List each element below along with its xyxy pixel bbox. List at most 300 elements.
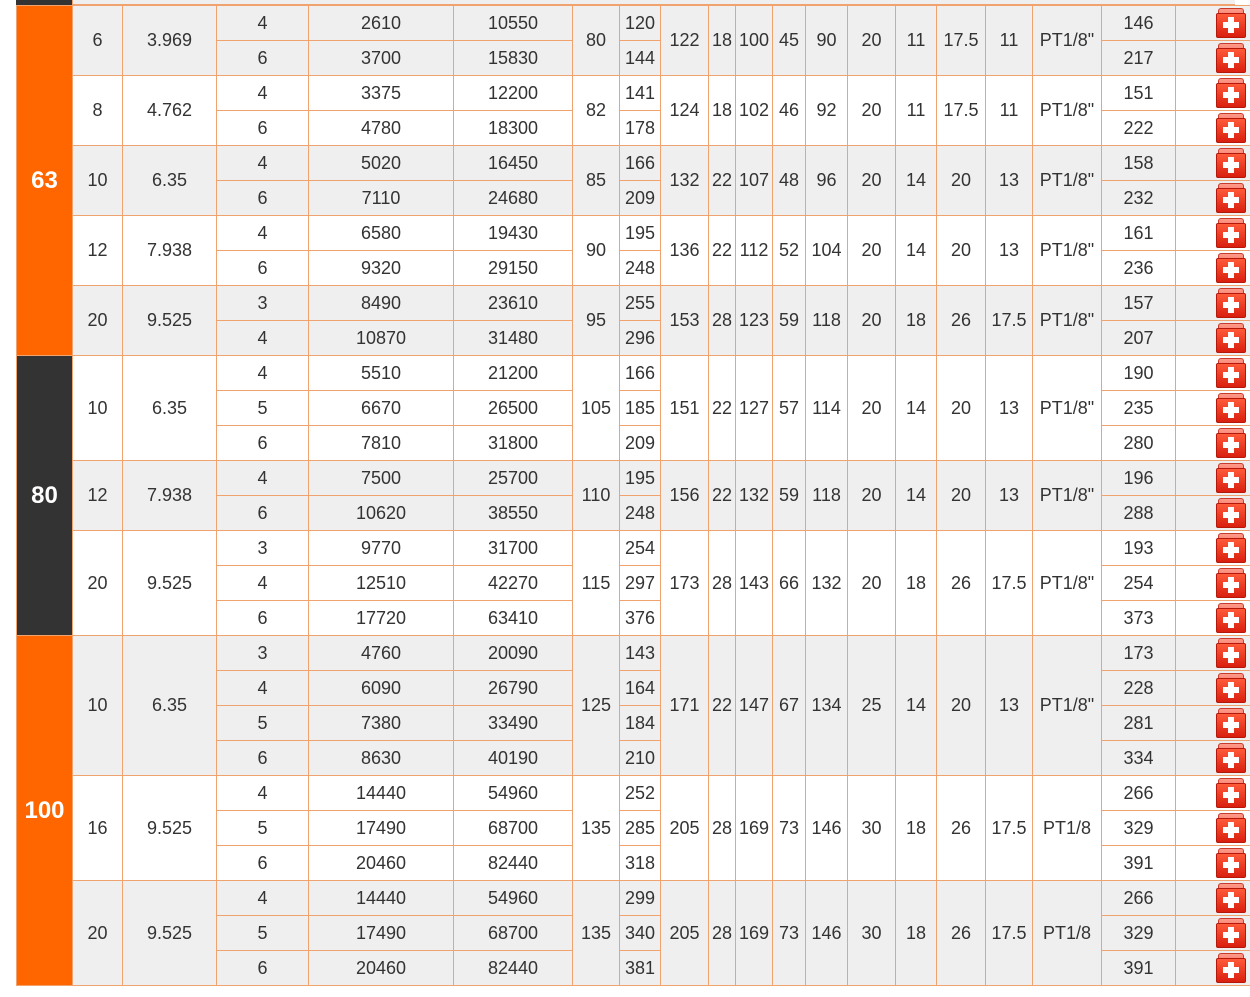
table-row — [17, 76, 1250, 111]
dynamic-load-cell: 17490 — [309, 916, 454, 951]
plus-icon-horizontal — [1223, 897, 1239, 903]
nut-length-cell: 166 — [620, 356, 661, 391]
cart-cell — [1176, 216, 1250, 251]
nut-diameter-cell: 110 — [573, 461, 620, 531]
turns-cell: 4 — [217, 6, 309, 41]
static-load-cell: 19430 — [454, 216, 573, 251]
static-load-cell: 26500 — [454, 391, 573, 426]
nut-length-cell: 318 — [620, 846, 661, 881]
plus-icon-horizontal — [1223, 617, 1239, 623]
oil-hole-cell: PT1/8" — [1033, 636, 1102, 776]
table-row — [17, 881, 1250, 916]
stiffness-cell: 173 — [1102, 636, 1176, 671]
nut-diameter-cell: 135 — [573, 881, 620, 986]
plus-icon-horizontal — [1223, 337, 1239, 343]
nut-length-cell: 185 — [620, 391, 661, 426]
dimension-cell: 11 — [896, 76, 937, 146]
dimension-cell: 20 — [937, 636, 986, 776]
turns-cell: 6 — [217, 741, 309, 776]
turns-cell: 5 — [217, 916, 309, 951]
lead-cell: 10 — [73, 636, 123, 776]
size-cell: 80 — [17, 356, 73, 636]
dimension-cell: 153 — [661, 286, 709, 356]
turns-cell: 6 — [217, 426, 309, 461]
turns-cell: 6 — [217, 181, 309, 216]
dynamic-load-cell: 12510 — [309, 566, 454, 601]
stiffness-cell: 217 — [1102, 41, 1176, 76]
dynamic-load-cell: 6580 — [309, 216, 454, 251]
turns-cell: 4 — [217, 671, 309, 706]
dimension-cell: 156 — [661, 461, 709, 531]
dimension-cell: 26 — [937, 286, 986, 356]
cart-cell — [1176, 111, 1250, 146]
nut-diameter-cell: 105 — [573, 356, 620, 461]
cart-cell — [1176, 741, 1250, 776]
plus-icon-horizontal — [1223, 827, 1239, 833]
turns-cell: 4 — [217, 216, 309, 251]
cart-cell — [1176, 391, 1250, 426]
nut-length-cell: 252 — [620, 776, 661, 811]
dimension-cell: 26 — [937, 531, 986, 636]
lead-cell: 6 — [73, 6, 123, 76]
add-to-cart-icon[interactable] — [1216, 778, 1246, 808]
dimension-cell: 134 — [806, 636, 848, 776]
dimension-cell: 14 — [896, 461, 937, 531]
dimension-cell: 20 — [848, 286, 896, 356]
stiffness-cell: 190 — [1102, 356, 1176, 391]
dimension-cell: 28 — [709, 286, 736, 356]
oil-hole-cell: PT1/8" — [1033, 6, 1102, 76]
static-load-cell: 15830 — [454, 41, 573, 76]
turns-cell: 5 — [217, 811, 309, 846]
nut-length-cell: 184 — [620, 706, 661, 741]
dimension-cell: 20 — [848, 216, 896, 286]
dimension-cell: 17.5 — [986, 881, 1033, 986]
stiffness-cell: 391 — [1102, 846, 1176, 881]
dimension-cell: 146 — [806, 776, 848, 881]
plus-icon-horizontal — [1223, 232, 1239, 238]
static-load-cell: 23610 — [454, 286, 573, 321]
table-row — [17, 6, 1250, 41]
dimension-cell: 104 — [806, 216, 848, 286]
nut-length-cell: 340 — [620, 916, 661, 951]
add-to-cart-icon[interactable] — [1216, 358, 1246, 388]
add-to-cart-icon[interactable] — [1216, 638, 1246, 668]
dynamic-load-cell: 17720 — [309, 601, 454, 636]
oil-hole-cell: PT1/8" — [1033, 531, 1102, 636]
static-load-cell: 54960 — [454, 881, 573, 916]
add-to-cart-icon[interactable] — [1216, 673, 1246, 703]
nut-diameter-cell: 85 — [573, 146, 620, 216]
dimension-cell: 18 — [896, 286, 937, 356]
nut-length-cell: 381 — [620, 951, 661, 986]
cart-cell — [1176, 636, 1250, 671]
table-row — [17, 216, 1250, 251]
dynamic-load-cell: 20460 — [309, 846, 454, 881]
cart-cell — [1176, 811, 1250, 846]
turns-cell: 4 — [217, 461, 309, 496]
static-load-cell: 24680 — [454, 181, 573, 216]
stiffness-cell: 288 — [1102, 496, 1176, 531]
cart-cell — [1176, 776, 1250, 811]
static-load-cell: 68700 — [454, 811, 573, 846]
add-to-cart-icon[interactable] — [1216, 218, 1246, 248]
dimension-cell: 20 — [937, 461, 986, 531]
dimension-cell: 45 — [773, 6, 806, 76]
nut-diameter-cell: 115 — [573, 531, 620, 636]
dimension-cell: 17.5 — [937, 6, 986, 76]
dimension-cell: 112 — [736, 216, 773, 286]
dimension-cell: 171 — [661, 636, 709, 776]
static-load-cell: 26790 — [454, 671, 573, 706]
cart-cell — [1176, 671, 1250, 706]
spec-table-body — [17, 6, 1250, 986]
dimension-cell: 124 — [661, 76, 709, 146]
static-load-cell: 18300 — [454, 111, 573, 146]
dimension-cell: 173 — [661, 531, 709, 636]
add-to-cart-icon[interactable] — [1216, 323, 1246, 353]
dimension-cell: 107 — [736, 146, 773, 216]
oil-hole-cell: PT1/8" — [1033, 286, 1102, 356]
dimension-cell: 20 — [848, 356, 896, 461]
cart-cell — [1176, 496, 1250, 531]
dimension-cell: 20 — [848, 6, 896, 76]
dimension-cell: 28 — [709, 776, 736, 881]
dimension-cell: 136 — [661, 216, 709, 286]
dimension-cell: 151 — [661, 356, 709, 461]
stiffness-cell: 146 — [1102, 6, 1176, 41]
plus-icon-horizontal — [1223, 197, 1239, 203]
add-to-cart-icon[interactable] — [1216, 183, 1246, 213]
nut-length-cell: 141 — [620, 76, 661, 111]
dimension-cell: 18 — [896, 881, 937, 986]
add-to-cart-icon[interactable] — [1216, 8, 1246, 38]
turns-cell: 3 — [217, 286, 309, 321]
plus-icon-horizontal — [1223, 22, 1239, 28]
dynamic-load-cell: 5020 — [309, 146, 454, 181]
dimension-cell: 205 — [661, 776, 709, 881]
dimension-cell: 22 — [709, 216, 736, 286]
dimension-cell: 147 — [736, 636, 773, 776]
static-load-cell: 68700 — [454, 916, 573, 951]
ball-diameter-cell: 9.525 — [123, 881, 217, 986]
add-to-cart-icon[interactable] — [1216, 463, 1246, 493]
dimension-cell: 18 — [709, 76, 736, 146]
oil-hole-cell: PT1/8" — [1033, 146, 1102, 216]
dynamic-load-cell: 8630 — [309, 741, 454, 776]
cart-cell — [1176, 6, 1250, 41]
static-load-cell: 31480 — [454, 321, 573, 356]
add-to-cart-icon[interactable] — [1216, 953, 1246, 983]
static-load-cell: 29150 — [454, 251, 573, 286]
size-cell: 63 — [17, 6, 73, 356]
add-to-cart-icon[interactable] — [1216, 253, 1246, 283]
nut-length-cell: 178 — [620, 111, 661, 146]
add-to-cart-icon[interactable] — [1216, 428, 1246, 458]
dimension-cell: 14 — [896, 146, 937, 216]
cart-cell — [1176, 846, 1250, 881]
dynamic-load-cell: 4780 — [309, 111, 454, 146]
dimension-cell: 143 — [736, 531, 773, 636]
lead-cell: 20 — [73, 881, 123, 986]
static-load-cell: 25700 — [454, 461, 573, 496]
turns-cell: 4 — [217, 76, 309, 111]
stiffness-cell: 193 — [1102, 531, 1176, 566]
stiffness-cell: 329 — [1102, 916, 1176, 951]
dimension-cell: 57 — [773, 356, 806, 461]
plus-icon-horizontal — [1223, 302, 1239, 308]
dimension-cell: 118 — [806, 461, 848, 531]
dynamic-load-cell: 9320 — [309, 251, 454, 286]
add-to-cart-icon[interactable] — [1216, 288, 1246, 318]
add-to-cart-icon[interactable] — [1216, 918, 1246, 948]
dynamic-load-cell: 4760 — [309, 636, 454, 671]
table-row — [17, 286, 1250, 321]
nut-diameter-cell: 95 — [573, 286, 620, 356]
cart-cell — [1176, 321, 1250, 356]
ball-screw-spec-table — [16, 5, 1250, 986]
dimension-cell: 13 — [986, 146, 1033, 216]
stiffness-cell: 334 — [1102, 741, 1176, 776]
dimension-cell: 28 — [709, 531, 736, 636]
stiffness-cell: 373 — [1102, 601, 1176, 636]
static-load-cell: 63410 — [454, 601, 573, 636]
plus-icon-horizontal — [1223, 57, 1239, 63]
dynamic-load-cell: 8490 — [309, 286, 454, 321]
table-row — [17, 461, 1250, 496]
nut-diameter-cell: 80 — [573, 6, 620, 76]
dimension-cell: 28 — [709, 881, 736, 986]
plus-icon-horizontal — [1223, 372, 1239, 378]
add-to-cart-icon[interactable] — [1216, 603, 1246, 633]
nut-length-cell: 376 — [620, 601, 661, 636]
dimension-cell: 48 — [773, 146, 806, 216]
plus-icon-horizontal — [1223, 757, 1239, 763]
nut-length-cell: 120 — [620, 6, 661, 41]
dimension-cell: 20 — [848, 531, 896, 636]
static-load-cell: 82440 — [454, 846, 573, 881]
static-load-cell: 42270 — [454, 566, 573, 601]
dimension-cell: 20 — [937, 216, 986, 286]
dimension-cell: 132 — [736, 461, 773, 531]
add-to-cart-icon[interactable] — [1216, 113, 1246, 143]
add-to-cart-icon[interactable] — [1216, 708, 1246, 738]
dimension-cell: 96 — [806, 146, 848, 216]
turns-cell: 6 — [217, 601, 309, 636]
static-load-cell: 10550 — [454, 6, 573, 41]
turns-cell: 4 — [217, 146, 309, 181]
ball-diameter-cell: 6.35 — [123, 146, 217, 216]
size-cell: 100 — [17, 636, 73, 986]
dimension-cell: 22 — [709, 356, 736, 461]
dimension-cell: 146 — [806, 881, 848, 986]
dimension-cell: 14 — [896, 636, 937, 776]
dimension-cell: 30 — [848, 881, 896, 986]
dimension-cell: 127 — [736, 356, 773, 461]
stiffness-cell: 196 — [1102, 461, 1176, 496]
oil-hole-cell: PT1/8" — [1033, 76, 1102, 146]
static-load-cell: 31700 — [454, 531, 573, 566]
dimension-cell: 20 — [937, 356, 986, 461]
dimension-cell: 52 — [773, 216, 806, 286]
nut-length-cell: 255 — [620, 286, 661, 321]
dynamic-load-cell: 7380 — [309, 706, 454, 741]
dimension-cell: 123 — [736, 286, 773, 356]
dimension-cell: 90 — [806, 6, 848, 76]
add-to-cart-icon[interactable] — [1216, 148, 1246, 178]
add-to-cart-icon[interactable] — [1216, 568, 1246, 598]
nut-length-cell: 297 — [620, 566, 661, 601]
plus-icon-horizontal — [1223, 477, 1239, 483]
dimension-cell: 22 — [709, 461, 736, 531]
dimension-cell: 46 — [773, 76, 806, 146]
plus-icon-horizontal — [1223, 722, 1239, 728]
dynamic-load-cell: 3375 — [309, 76, 454, 111]
stiffness-cell: 236 — [1102, 251, 1176, 286]
stiffness-cell: 329 — [1102, 811, 1176, 846]
add-to-cart-icon[interactable] — [1216, 43, 1246, 73]
turns-cell: 3 — [217, 531, 309, 566]
turns-cell: 6 — [217, 251, 309, 286]
dimension-cell: 13 — [986, 636, 1033, 776]
nut-length-cell: 254 — [620, 531, 661, 566]
dynamic-load-cell: 6090 — [309, 671, 454, 706]
ball-diameter-cell: 4.762 — [123, 76, 217, 146]
plus-icon-horizontal — [1223, 792, 1239, 798]
turns-cell: 4 — [217, 881, 309, 916]
add-to-cart-icon[interactable] — [1216, 883, 1246, 913]
nut-length-cell: 195 — [620, 461, 661, 496]
nut-length-cell: 164 — [620, 671, 661, 706]
nut-length-cell: 285 — [620, 811, 661, 846]
add-to-cart-icon[interactable] — [1216, 848, 1246, 878]
ball-diameter-cell: 7.938 — [123, 461, 217, 531]
add-to-cart-icon[interactable] — [1216, 393, 1246, 423]
plus-icon-horizontal — [1223, 162, 1239, 168]
cart-cell — [1176, 951, 1250, 986]
dimension-cell: 66 — [773, 531, 806, 636]
plus-icon-horizontal — [1223, 687, 1239, 693]
dimension-cell: 132 — [661, 146, 709, 216]
dimension-cell: 100 — [736, 6, 773, 76]
cart-cell — [1176, 251, 1250, 286]
turns-cell: 4 — [217, 566, 309, 601]
cart-cell — [1176, 41, 1250, 76]
nut-diameter-cell: 90 — [573, 216, 620, 286]
turns-cell: 4 — [217, 321, 309, 356]
stiffness-cell: 157 — [1102, 286, 1176, 321]
stiffness-cell: 280 — [1102, 426, 1176, 461]
dimension-cell: 169 — [736, 776, 773, 881]
static-load-cell: 16450 — [454, 146, 573, 181]
dimension-cell: 26 — [937, 776, 986, 881]
stiffness-cell: 391 — [1102, 951, 1176, 986]
nut-length-cell: 248 — [620, 496, 661, 531]
lead-cell: 12 — [73, 216, 123, 286]
plus-icon-horizontal — [1223, 92, 1239, 98]
add-to-cart-icon[interactable] — [1216, 813, 1246, 843]
cart-cell — [1176, 916, 1250, 951]
cart-cell — [1176, 181, 1250, 216]
dimension-cell: 17.5 — [986, 776, 1033, 881]
dynamic-load-cell: 10870 — [309, 321, 454, 356]
dimension-cell: 17.5 — [937, 76, 986, 146]
dimension-cell: 67 — [773, 636, 806, 776]
add-to-cart-icon[interactable] — [1216, 533, 1246, 563]
stiffness-cell: 266 — [1102, 881, 1176, 916]
nut-length-cell: 296 — [620, 321, 661, 356]
plus-icon-horizontal — [1223, 442, 1239, 448]
ball-diameter-cell: 6.35 — [123, 356, 217, 461]
dynamic-load-cell: 10620 — [309, 496, 454, 531]
stiffness-cell: 158 — [1102, 146, 1176, 181]
stiffness-cell: 222 — [1102, 111, 1176, 146]
dimension-cell: 14 — [896, 216, 937, 286]
stiffness-cell: 151 — [1102, 76, 1176, 111]
stiffness-cell: 207 — [1102, 321, 1176, 356]
dimension-cell: 22 — [709, 146, 736, 216]
nut-diameter-cell: 135 — [573, 776, 620, 881]
nut-length-cell: 143 — [620, 636, 661, 671]
nut-length-cell: 210 — [620, 741, 661, 776]
add-to-cart-icon[interactable] — [1216, 498, 1246, 528]
plus-icon-horizontal — [1223, 652, 1239, 658]
turns-cell: 6 — [217, 951, 309, 986]
cart-cell — [1176, 146, 1250, 181]
cart-cell — [1176, 356, 1250, 391]
dynamic-load-cell: 7810 — [309, 426, 454, 461]
dimension-cell: 18 — [896, 776, 937, 881]
dimension-cell: 20 — [848, 76, 896, 146]
lead-cell: 10 — [73, 356, 123, 461]
oil-hole-cell: PT1/8 — [1033, 881, 1102, 986]
dimension-cell: 132 — [806, 531, 848, 636]
cart-cell — [1176, 531, 1250, 566]
static-load-cell: 12200 — [454, 76, 573, 111]
turns-cell: 4 — [217, 776, 309, 811]
turns-cell: 6 — [217, 41, 309, 76]
table-row — [17, 776, 1250, 811]
dynamic-load-cell: 3700 — [309, 41, 454, 76]
ball-diameter-cell: 9.525 — [123, 286, 217, 356]
add-to-cart-icon[interactable] — [1216, 78, 1246, 108]
ball-diameter-cell: 7.938 — [123, 216, 217, 286]
cart-cell — [1176, 601, 1250, 636]
table-row — [17, 356, 1250, 391]
dimension-cell: 205 — [661, 881, 709, 986]
dynamic-load-cell: 5510 — [309, 356, 454, 391]
stiffness-cell: 228 — [1102, 671, 1176, 706]
table-row — [17, 146, 1250, 181]
ball-diameter-cell: 9.525 — [123, 531, 217, 636]
nut-length-cell: 144 — [620, 41, 661, 76]
add-to-cart-icon[interactable] — [1216, 743, 1246, 773]
plus-icon-horizontal — [1223, 547, 1239, 553]
cart-cell — [1176, 426, 1250, 461]
lead-cell: 16 — [73, 776, 123, 881]
dimension-cell: 114 — [806, 356, 848, 461]
dimension-cell: 14 — [896, 356, 937, 461]
dimension-cell: 25 — [848, 636, 896, 776]
dynamic-load-cell: 7110 — [309, 181, 454, 216]
dimension-cell: 13 — [986, 356, 1033, 461]
cart-cell — [1176, 286, 1250, 321]
lead-cell: 10 — [73, 146, 123, 216]
dimension-cell: 73 — [773, 881, 806, 986]
lead-cell: 20 — [73, 531, 123, 636]
dimension-cell: 20 — [937, 146, 986, 216]
stiffness-cell: 232 — [1102, 181, 1176, 216]
